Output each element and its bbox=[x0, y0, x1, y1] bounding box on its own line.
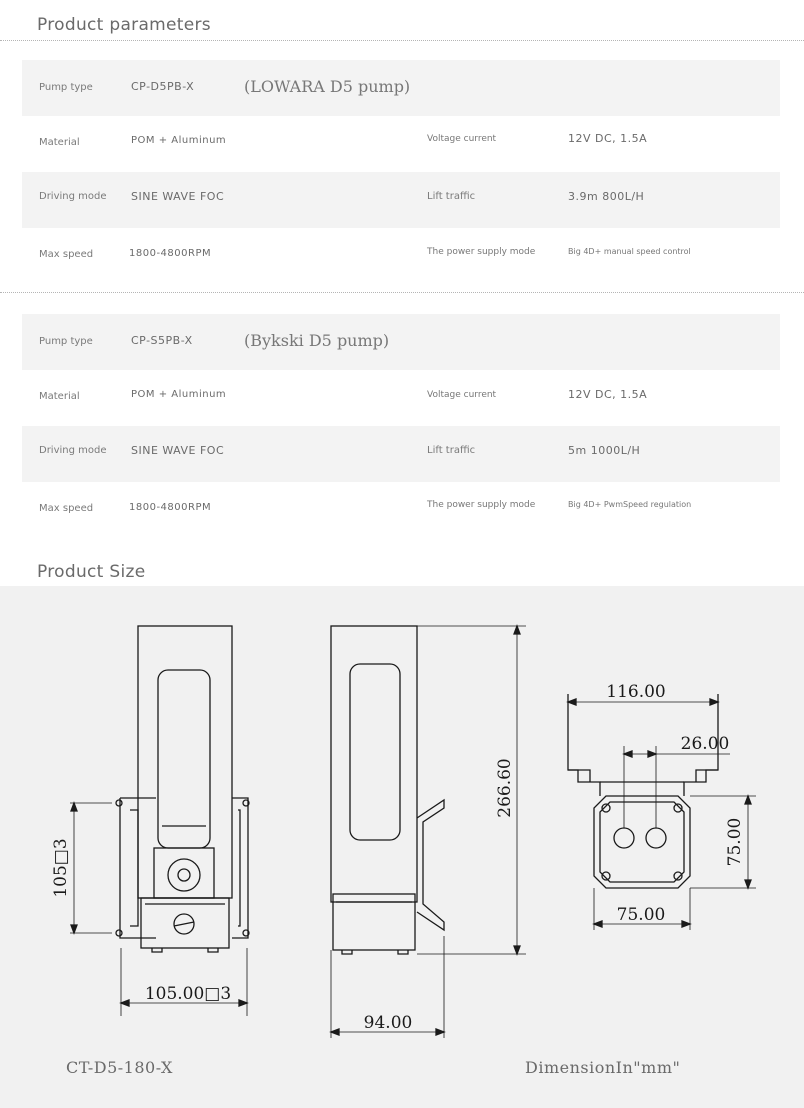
material-value: POM + Aluminum bbox=[131, 389, 227, 400]
driving-mode-value: SINE WAVE FOC bbox=[131, 190, 225, 203]
top-view bbox=[568, 694, 756, 930]
dim-105-vertical: 105□3 bbox=[51, 838, 71, 898]
max-speed-label: Max speed bbox=[39, 249, 94, 260]
table-row bbox=[22, 314, 780, 370]
pump-type-label: Pump type bbox=[39, 82, 93, 93]
table-row bbox=[22, 228, 780, 284]
unit-label: DimensionIn"mm" bbox=[525, 1058, 681, 1077]
lift-label: Lift traffic bbox=[427, 445, 476, 456]
model-label: CT-D5-180-X bbox=[66, 1058, 173, 1077]
power-supply-value: Big 4D+ PwmSpeed regulation bbox=[568, 500, 692, 509]
dim-94: 94.00 bbox=[363, 1013, 413, 1033]
driving-mode-label: Driving mode bbox=[39, 191, 107, 202]
max-speed-value: 1800-4800RPM bbox=[129, 502, 212, 513]
dim-266: 266.60 bbox=[495, 758, 515, 818]
lift-value: 5m 1000L/H bbox=[568, 444, 641, 457]
power-supply-label: The power supply mode bbox=[427, 247, 536, 257]
section-title-size: Product Size bbox=[37, 562, 146, 582]
driving-mode-value: SINE WAVE FOC bbox=[131, 444, 225, 457]
dim-116: 116.00 bbox=[606, 682, 666, 702]
technical-drawing bbox=[0, 586, 804, 1108]
voltage-value: 12V DC, 1.5A bbox=[568, 388, 648, 401]
material-label: Material bbox=[39, 391, 80, 402]
divider bbox=[0, 40, 804, 41]
voltage-value: 12V DC, 1.5A bbox=[568, 132, 648, 145]
side-view bbox=[331, 626, 526, 1038]
table-row bbox=[22, 116, 780, 172]
table-row bbox=[22, 426, 780, 482]
pump-type-value: CP-D5PB-X bbox=[131, 80, 195, 93]
dim-75-vertical: 75.00 bbox=[725, 817, 745, 867]
pump-type-note: (Bykski D5 pump) bbox=[244, 331, 390, 350]
driving-mode-label: Driving mode bbox=[39, 445, 107, 456]
divider bbox=[0, 292, 804, 293]
section-title-parameters: Product parameters bbox=[37, 15, 211, 35]
pump-type-note: (LOWARA D5 pump) bbox=[244, 77, 411, 96]
power-supply-value: Big 4D+ manual speed control bbox=[568, 247, 691, 256]
dim-75-horizontal: 75.00 bbox=[616, 905, 666, 925]
dim-26: 26.00 bbox=[680, 734, 730, 754]
lift-label: Lift traffic bbox=[427, 191, 476, 202]
max-speed-label: Max speed bbox=[39, 503, 94, 514]
dim-105-horizontal: 105.00□3 bbox=[144, 984, 232, 1004]
lift-value: 3.9m 800L/H bbox=[568, 190, 645, 203]
voltage-label: Voltage current bbox=[427, 390, 497, 400]
pump-type-value: CP-S5PB-X bbox=[131, 334, 193, 347]
pump-type-label: Pump type bbox=[39, 336, 93, 347]
table-row bbox=[22, 370, 780, 426]
max-speed-value: 1800-4800RPM bbox=[129, 248, 212, 259]
front-view bbox=[70, 626, 249, 1016]
power-supply-label: The power supply mode bbox=[427, 500, 536, 510]
table-row bbox=[22, 172, 780, 228]
table-row bbox=[22, 60, 780, 116]
material-label: Material bbox=[39, 137, 80, 148]
material-value: POM + Aluminum bbox=[131, 135, 227, 146]
voltage-label: Voltage current bbox=[427, 134, 497, 144]
table-row bbox=[22, 482, 780, 538]
